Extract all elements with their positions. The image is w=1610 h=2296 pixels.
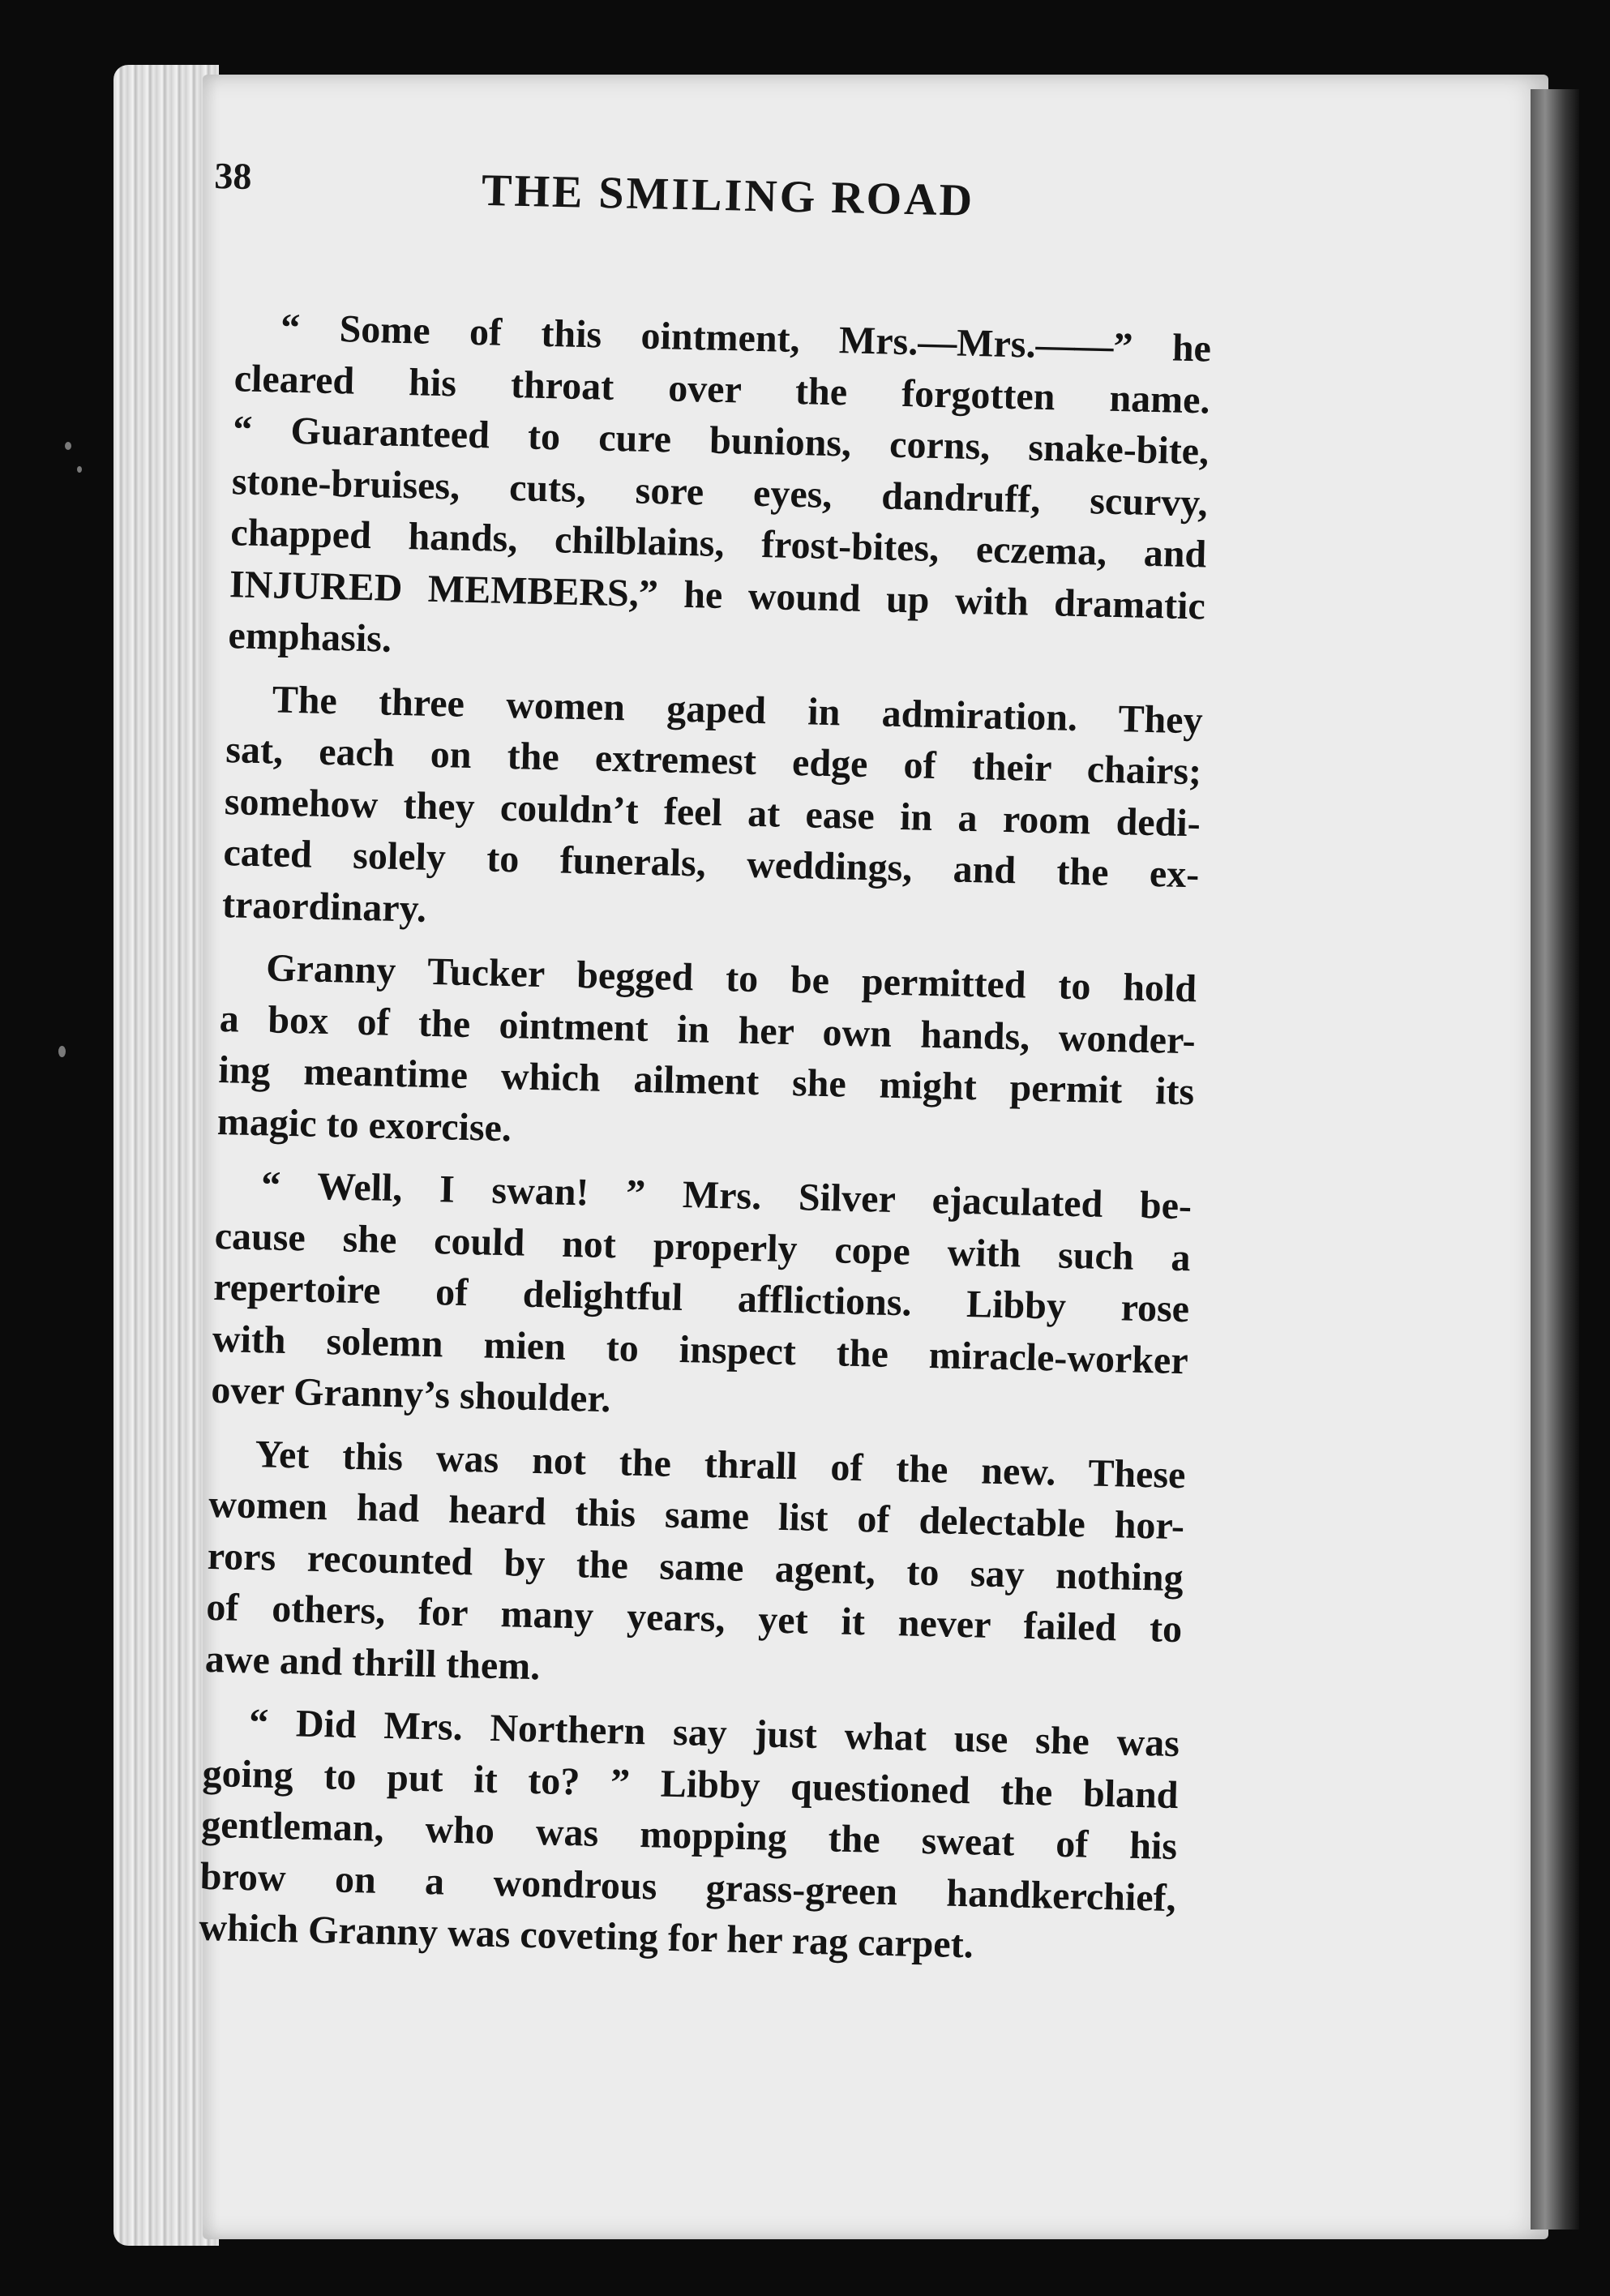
- text-line: cause she could not properly cope with such a: [214, 1214, 1192, 1279]
- text-line: rors recounted by the same agent, to say nothing: [207, 1534, 1184, 1600]
- paragraph: [153, 1695, 1180, 1976]
- text-line: INJURED MEMBERS,” he wound up with dramatic: [229, 562, 1206, 628]
- dust-speck: [77, 466, 82, 473]
- paragraph: [159, 1426, 1186, 1707]
- text-line: over Granny’s shoulder.: [210, 1368, 611, 1421]
- text-line: awe and thrill them.: [204, 1637, 541, 1688]
- text-line: traordinary.: [221, 882, 427, 931]
- text-line: brow on a wondrous grass-green handkerchief,: [199, 1854, 1177, 1920]
- book-title: THE SMILING ROAD: [481, 165, 975, 226]
- binding-shadow: [1531, 89, 1579, 2230]
- body-text: [152, 300, 1211, 1987]
- dust-speck: [65, 442, 71, 450]
- text-line: somehow they couldn’t feel at ease in a room dedi-: [224, 779, 1201, 845]
- text-line: “ Did Mrs. Northern say just what use she was: [248, 1701, 1180, 1766]
- text-line: of others, for many years, yet it never failed to: [205, 1585, 1183, 1651]
- text-line: women had heard this same list of delectable hor-: [208, 1482, 1185, 1549]
- paragraph: [171, 940, 1197, 1170]
- text-line: “ Some of this ointment, Mrs.—Mrs.——” he: [280, 306, 1212, 371]
- text-line: magic to exorcise.: [216, 1099, 512, 1150]
- text-line: with solemn mien to inspect the miracle-worker: [212, 1317, 1189, 1382]
- paragraph: [165, 1158, 1193, 1438]
- text-line: emphasis.: [228, 614, 392, 661]
- text-line: “ Well, I swan! ” Mrs. Silver ejaculated be-: [260, 1163, 1193, 1228]
- text-line: ing meantime which ailment she might permit its: [217, 1048, 1195, 1114]
- text-line: repertoire of delightful afflictions. Libby rose: [212, 1265, 1190, 1331]
- text-line: cated solely to funerals, weddings, and the ex-: [222, 831, 1200, 897]
- text-line: chapped hands, chilblains, frost-bites, eczema, and: [229, 511, 1207, 576]
- text-line: going to put it to? ” Libby questioned the bland: [202, 1751, 1180, 1817]
- text-line: which Granny was coveting for her rag carpet.: [198, 1905, 974, 1967]
- text-line: cleared his throat over the forgotten name.: [233, 356, 1211, 422]
- paragraph: [182, 300, 1212, 683]
- dust-speck: [58, 1046, 66, 1057]
- text-line: gentleman, who was mopping the sweat of his: [200, 1802, 1178, 1869]
- text-line: The three women gaped in admiration. They: [272, 677, 1204, 742]
- text-line: “ Guaranteed to cure bunions, corns, snake-bite,: [232, 408, 1210, 473]
- text-line: sat, each on the extremest edge of their chairs;: [225, 728, 1202, 794]
- page-number: 38: [213, 154, 252, 197]
- paragraph: [176, 671, 1203, 952]
- text-line: Granny Tucker begged to be permitted to hold: [265, 946, 1197, 1011]
- text-line: stone-bruises, cuts, sore eyes, dandruff, scurvy,: [231, 459, 1209, 525]
- text-line: Yet this was not the thrall of the new. These: [255, 1432, 1187, 1497]
- text-line: a box of the ointment in her own hands, wonder-: [219, 996, 1197, 1062]
